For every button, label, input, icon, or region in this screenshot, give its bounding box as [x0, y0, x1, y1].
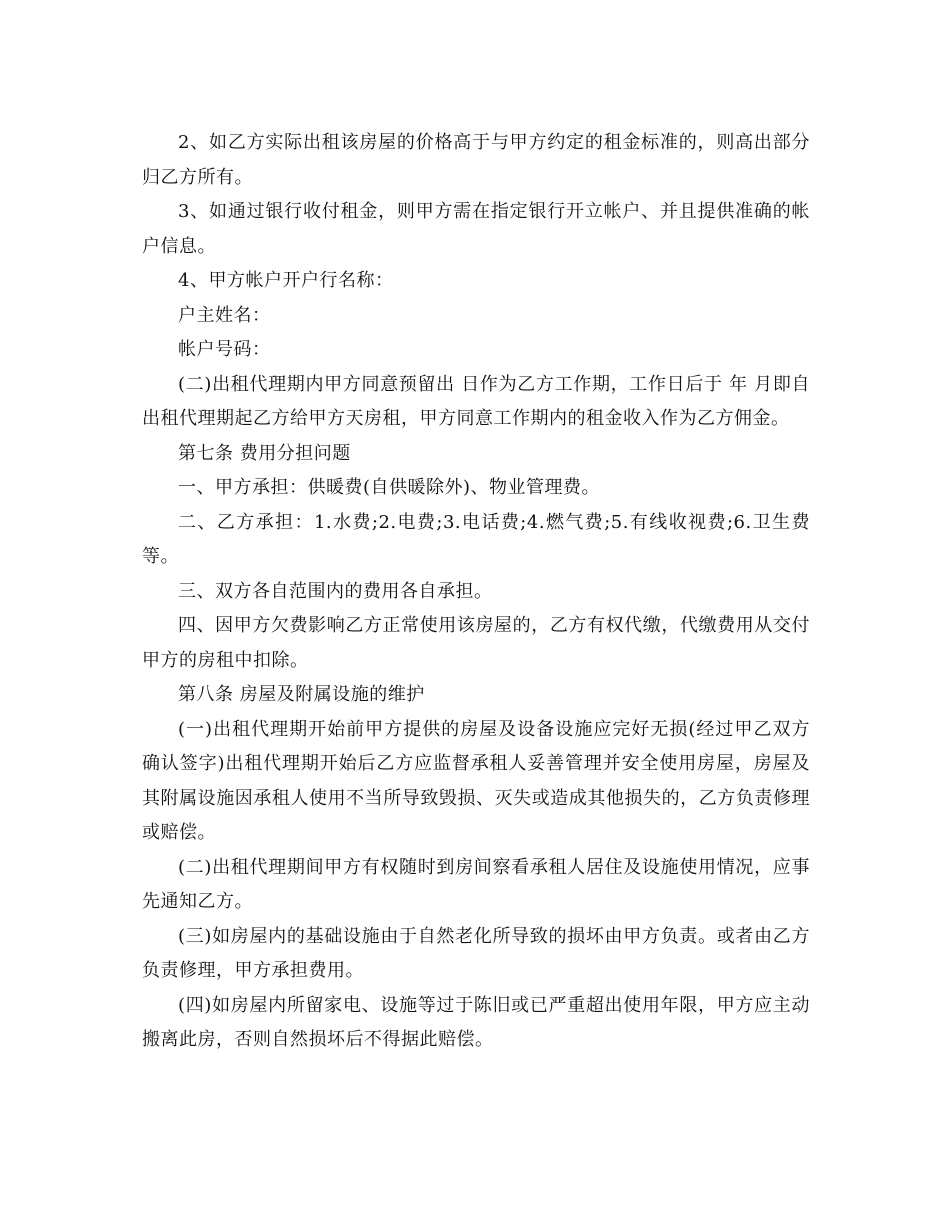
paragraph-maintenance-2: (二)出租代理期间甲方有权随时到房间察看承租人居住及设施使用情况，应事先通知乙方。 [142, 856, 810, 912]
paragraph-clause-2: 2、如乙方实际出租该房屋的价格高于与甲方约定的租金标准的，则高出部分归乙方所有。 [142, 132, 810, 188]
paragraph-party-b-costs: 二、乙方承担：1.水费;2.电费;3.电话费;4.燃气费;5.有线收视费;6.卫生费等。 [142, 511, 810, 567]
paragraph-maintenance-1: (一)出租代理期开始前甲方提供的房屋及设备设施应完好无损(经过甲乙双方确认签字)出租代理期开始后乙方应监督承租人妥善管理并安全使用房屋，房屋及其附属设施因承租人使用不当所导致毁损、灭失或造成其他损失的，乙方负责修理或赔偿。 [142, 718, 810, 843]
paragraph-work-period: (二)出租代理期内甲方同意预留出 日作为乙方工作期，工作日后于 年 月即自出租代理期起乙方给甲方天房租，甲方同意工作期内的租金收入作为乙方佣金。 [142, 373, 810, 429]
paragraph-shared-costs: 三、双方各自范围内的费用各自承担。 [178, 580, 493, 602]
paragraph-arrears: 四、因甲方欠费影响乙方正常使用该房屋的，乙方有权代缴，代缴费用从交付甲方的房租中扣除。 [142, 615, 810, 671]
paragraph-clause-3: 3、如通过银行收付租金，则甲方需在指定银行开立帐户、并且提供准确的帐户信息。 [142, 201, 810, 257]
article-8-heading: 第八条 房屋及附属设施的维护 [178, 684, 425, 705]
paragraph-account-holder: 户主姓名： [178, 304, 271, 326]
document-body [142, 126, 810, 1058]
paragraph-party-a-costs: 一、甲方承担：供暖费(自供暖除外)、物业管理费。 [178, 477, 601, 498]
paragraph-clause-4-bank-name: 4、甲方帐户开户行名称： [178, 270, 394, 291]
paragraph-account-number: 帐户号码： [178, 339, 271, 360]
paragraph-maintenance-4: (四)如房屋内所留家电、设施等过于陈旧或已严重超出使用年限，甲方应主动搬离此房，否则自然损坏后不得据此赔偿。 [142, 994, 810, 1050]
paragraph-maintenance-3: (三)如房屋内的基础设施由于自然老化所导致的损坏由甲方负责。或者由乙方负责修理，甲方承担费用。 [142, 925, 810, 981]
article-7-heading: 第七条 费用分担问题 [178, 442, 351, 464]
